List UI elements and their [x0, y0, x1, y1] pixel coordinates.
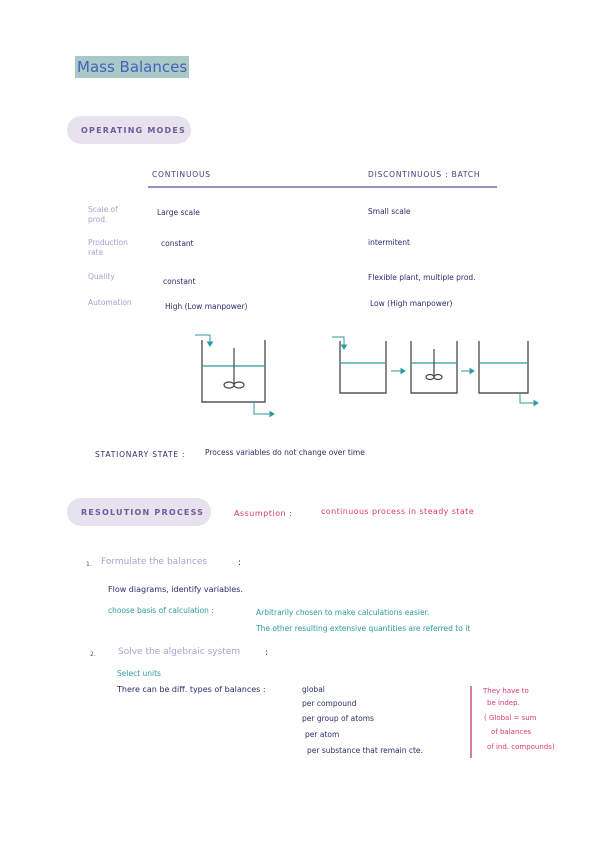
note-line: be indep. [487, 699, 520, 707]
resolution-process-heading [67, 498, 211, 526]
cell-continuous-quality: constant [163, 277, 196, 286]
note-line: ( Global = sum [484, 714, 537, 722]
assumption-label: Assumption : [234, 509, 293, 518]
note-line: They have to [483, 687, 529, 695]
cell-continuous-scale: Large scale [157, 208, 200, 217]
cell-discontinuous-scale: Small scale [368, 207, 411, 216]
balance-type-item: per substance that remain cte. [307, 746, 423, 755]
row-label-production-rate: Production rate [88, 238, 128, 257]
balance-type-item: per atom [305, 730, 340, 739]
stationary-state-text: Process variables do not change over time [205, 448, 365, 457]
cell-continuous-production-rate: constant [161, 239, 194, 248]
cell-discontinuous-automation: Low (High manpower) [370, 299, 453, 308]
step1-colon: : [238, 558, 242, 568]
column-header-continuous: CONTINUOUS [152, 170, 211, 179]
step2-title: Solve the algebraic system [118, 647, 241, 657]
step2-number: 2. [90, 651, 96, 658]
operating-modes-heading [67, 116, 191, 144]
cell-discontinuous-quality: Flexible plant, multiple prod. [368, 273, 476, 282]
select-units: Select units [117, 669, 161, 678]
operating-modes-heading-text: OPERATING MODES [81, 125, 186, 135]
step1-flow-diagrams: Flow diagrams, identify variables. [108, 585, 243, 594]
balance-types-label: There can be diff. types of balances : [117, 685, 266, 694]
balance-type-item: per group of atoms [302, 714, 374, 723]
note-line: of ind. compounds) [487, 743, 555, 751]
row-label-scale: Scale of prod. [88, 205, 118, 224]
cell-discontinuous-production-rate: intermitent [368, 238, 410, 247]
note-divider [470, 686, 472, 758]
table-header-rule [148, 186, 497, 188]
continuous-reactor-diagram [190, 330, 290, 425]
row-label-quality: Quality [88, 272, 115, 281]
basis-of-calculation-label: choose basis of calculation : [108, 606, 214, 615]
resolution-process-heading-text: RESOLUTION PROCESS [81, 507, 205, 517]
batch-process-diagram [330, 335, 545, 410]
step1-title: Formulate the balances [101, 557, 208, 567]
row-label-automation: Automation [88, 298, 132, 307]
basis-text-2: The other resulting extensive quantities are referred to it [256, 624, 471, 633]
cell-continuous-automation: High (Low manpower) [165, 302, 248, 311]
basis-text-1: Arbitrarily chosen to make calculations easier. [256, 608, 430, 617]
stationary-state-label: STATIONARY STATE : [95, 450, 186, 459]
column-header-discontinuous: DISCONTINUOUS : BATCH [368, 170, 481, 179]
note-line: of balances [491, 728, 532, 736]
step2-colon: : [265, 648, 269, 658]
balance-type-item: per compound [302, 699, 357, 708]
balance-type-item: global [302, 685, 325, 694]
step1-number: 1. [86, 561, 92, 568]
assumption-text: continuous process in steady state [321, 507, 475, 516]
page-title: Mass Balances [77, 58, 188, 76]
